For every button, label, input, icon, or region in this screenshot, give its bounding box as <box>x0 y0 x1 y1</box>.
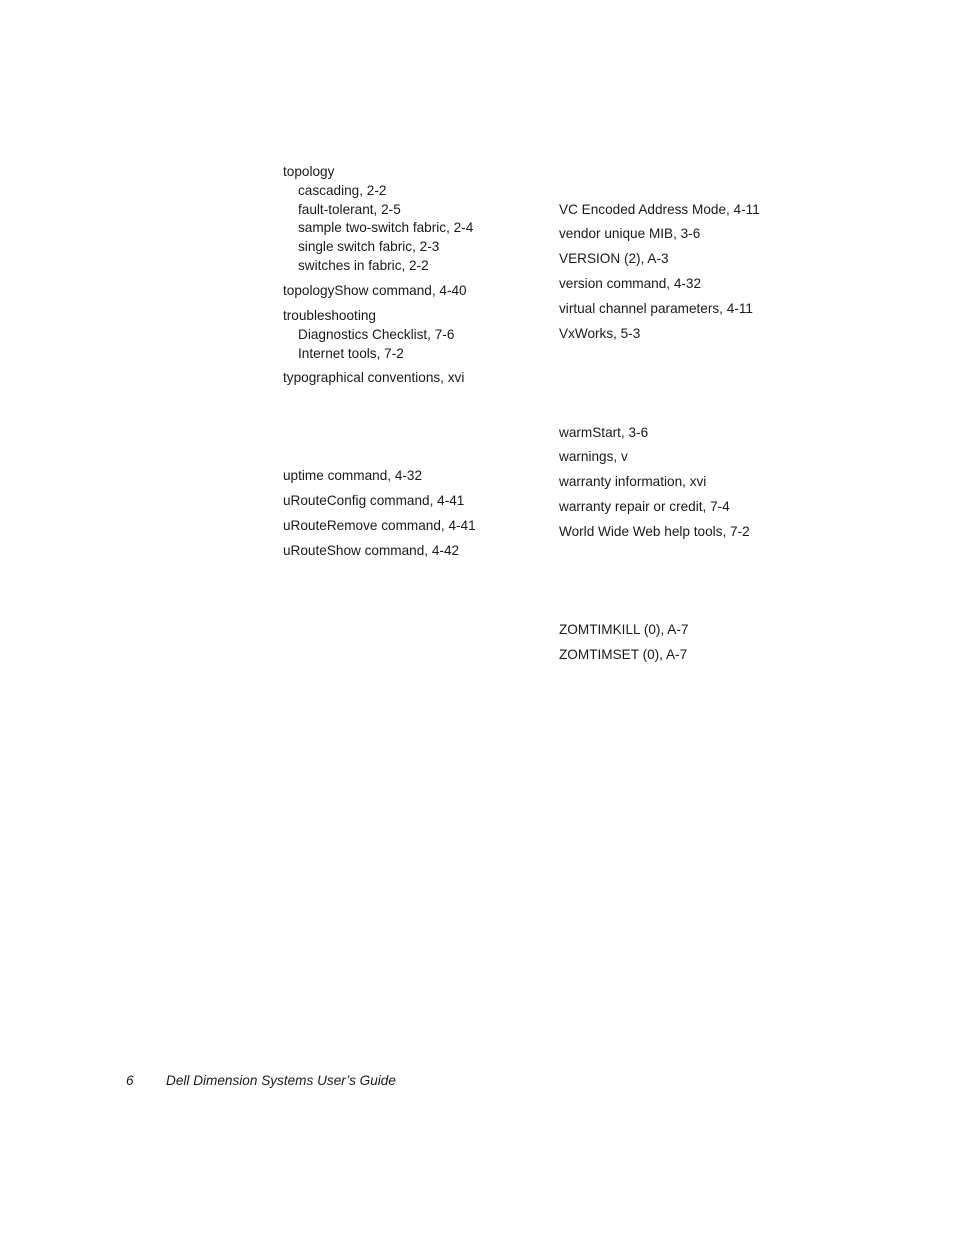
index-subentry: switches in fabric, 2-2 <box>298 257 429 273</box>
index-entry: warnings, v <box>559 449 628 464</box>
index-entry: version command, 4-32 <box>559 276 702 291</box>
index-entry: ZOMTIMKILL (0), A-7 <box>559 622 689 637</box>
index-entry-topologyshow: topologyShow command, 4-40 <box>283 283 467 298</box>
index-entry-topology <box>283 163 473 276</box>
index-entry: warmStart, 3-6 <box>559 425 649 440</box>
index-entry: uptime command, 4-32 <box>283 468 423 483</box>
index-entry: warranty repair or credit, 7-4 <box>559 499 730 514</box>
index-entry: World Wide Web help tools, 7-2 <box>559 524 750 539</box>
index-entry: warranty information, xvi <box>559 474 707 489</box>
index-subentry: cascading, 2-2 <box>298 182 387 198</box>
index-subentry: Internet tools, 7-2 <box>298 345 404 361</box>
index-subentry: fault-tolerant, 2-5 <box>298 201 401 217</box>
index-entry: VERSION (2), A-3 <box>559 251 669 266</box>
index-entry: ZOMTIMSET (0), A-7 <box>559 647 688 662</box>
index-entry-typographical: typographical conventions, xvi <box>283 370 465 385</box>
index-entry: uRouteShow command, 4-42 <box>283 543 460 558</box>
index-subentry: sample two-switch fabric, 2-4 <box>298 220 474 236</box>
index-term: topology <box>283 164 335 179</box>
index-entry: uRouteRemove command, 4-41 <box>283 518 476 533</box>
index-subentry: Diagnostics Checklist, 7-6 <box>298 326 455 342</box>
index-entry: VC Encoded Address Mode, 4-11 <box>559 202 760 217</box>
page-number: 6 <box>126 1073 134 1088</box>
index-subentry: single switch fabric, 2-3 <box>298 239 440 255</box>
index-entry: virtual channel parameters, 4-11 <box>559 301 753 316</box>
index-entry: VxWorks, 5-3 <box>559 326 641 341</box>
index-entry-troubleshooting <box>283 307 454 363</box>
index-term: troubleshooting <box>283 308 376 323</box>
index-entry: uRouteConfig command, 4-41 <box>283 493 465 508</box>
book-title: Dell Dimension Systems User’s Guide <box>166 1073 396 1088</box>
index-entry: vendor unique MIB, 3-6 <box>559 226 701 241</box>
